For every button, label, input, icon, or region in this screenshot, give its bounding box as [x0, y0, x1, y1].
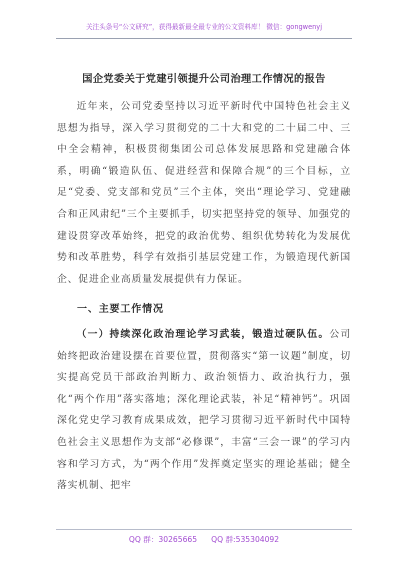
footer-qq-group-1: QQ 群：30265665 — [128, 535, 198, 544]
intro-paragraph: 近年来，公司党委坚持以习近平新时代中国特色社会主义思想为指导，深入学习贯彻党的二十大和党的二十届二中、三中全会精神，积极贯彻集团公司总体发展思路和党建融合体系，明确“锻造队伍、促进经营和保障合规”的三个目标，立足“党委、党支部和党员”三个主体，突出“理论学习、党建融合和正风肃纪”三个主要抓手，切实把坚持党的领导、加强党的建设贯穿改革始终，把党的政治优势、组织优势转化为发展优势和改革胜势，科学有效指引基层党建工作，为锻造现代新国企、促进企业高质量发展提供有力保证。 — [57, 101, 351, 285]
footer — [0, 534, 408, 545]
document-body — [57, 96, 351, 497]
header-banner: 关注头条号“公文研究”，获得最新最全最专业的公文资料库！ 微信：gongwenyj — [85, 23, 323, 31]
footer-qq-group-2: QQ 群:535304092 — [211, 535, 280, 544]
subsection-heading: （一）持续深化政治理论学习武装，锻造过硬队伍。 — [76, 328, 330, 340]
footer-divider — [56, 529, 352, 530]
subsection-paragraph — [57, 324, 351, 497]
subsection-body: 公司始终把政治建设摆在首要位置，贯彻落实“第一议题”制度，切实提高党员干部政治判断力、政治领悟力、政治执行力，强化“两个作用”落实落地；深化理论武装，补足“精神钙”。巩固深化党史学习教育成果成效，把学习贯彻习近平新时代中国特色社会主义思想作为支部“必修课”，丰富“三会一课”的学习内容和学习方式，为“两个作用”发挥奠定坚实的理论基础；健全落实机制、把牢 — [57, 328, 351, 492]
section-heading: 一、主要工作情况 — [77, 304, 164, 316]
header-divider — [56, 38, 352, 39]
document-title: 国企党委关于党建引领提升公司治理工作情况的报告 — [82, 74, 326, 85]
